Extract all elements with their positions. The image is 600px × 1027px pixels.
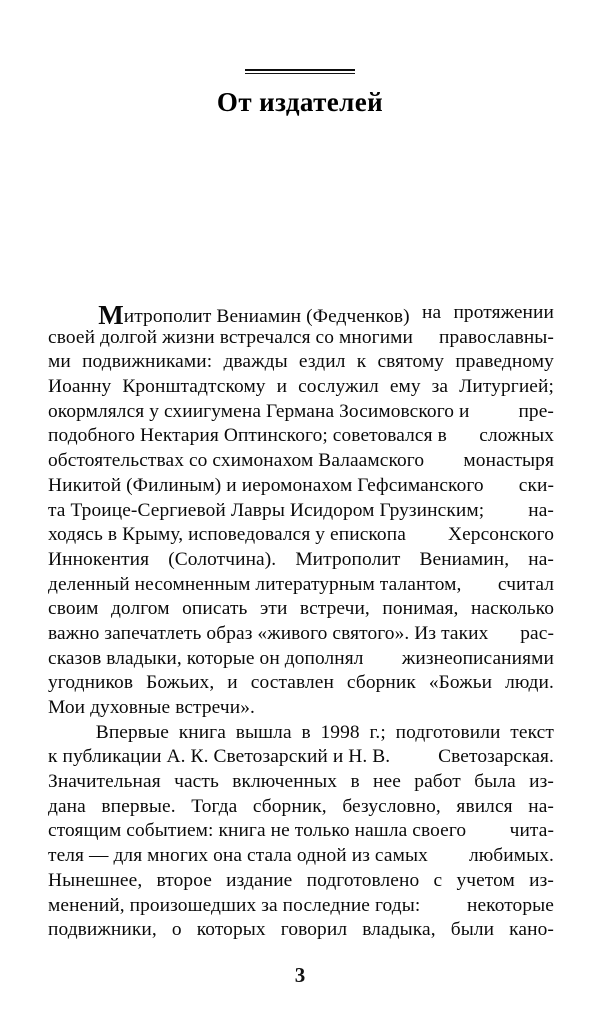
- line-segment: теля — для многих она стала одной из самых: [48, 845, 428, 867]
- line-segment: праведному: [455, 351, 554, 373]
- line-segment: в: [350, 771, 360, 793]
- line-segment: составлен: [250, 672, 334, 694]
- line-segment: ми: [48, 351, 71, 373]
- line-segment: нее: [373, 771, 401, 793]
- line-segment: встречи,: [299, 598, 370, 620]
- text-line: [48, 474, 554, 499]
- line-segment: описать: [182, 598, 248, 620]
- line-segment: владыка,: [362, 919, 436, 941]
- text-line: [48, 894, 554, 919]
- line-segment: насколько: [470, 598, 554, 620]
- line-segment: Херсонского: [448, 524, 554, 546]
- text-line: [48, 375, 554, 400]
- line-segment: подвижники,: [48, 919, 157, 941]
- line-segment: рас-: [520, 622, 554, 644]
- line-segment: протяжении: [453, 302, 554, 323]
- line-segment: своей долгой жизни встречался со многими: [48, 326, 414, 348]
- text-line: [48, 548, 554, 573]
- line-segment: угодников: [48, 672, 134, 694]
- line-segment: Светозарская.: [438, 746, 554, 768]
- line-segment: ему: [389, 376, 421, 398]
- text-line: [48, 671, 554, 696]
- line-segment: подготовлено: [306, 869, 420, 891]
- line-segment: из-: [529, 869, 554, 891]
- double-rule-ornament: [245, 62, 355, 74]
- line-segment: сборник: [346, 672, 416, 694]
- line-segment: чита-: [509, 820, 554, 842]
- line-segment: вышла: [235, 721, 292, 743]
- line-segment: «Божьи: [428, 672, 493, 694]
- text-line: [48, 424, 554, 449]
- line-segment: православны-: [439, 326, 554, 348]
- line-segment: долгом: [110, 598, 170, 620]
- text-line: Мои духовные встречи».: [48, 697, 255, 718]
- line-segment: дана: [48, 795, 86, 817]
- line-segment: та Троице-Сергиевой Лавры Исидором Грузинским;: [48, 499, 485, 521]
- text-line: [48, 350, 554, 375]
- line-segment: издание: [226, 869, 293, 891]
- line-segment: считал: [497, 573, 554, 595]
- line-segment: безусловно,: [342, 795, 441, 817]
- line-segment: Иоанну: [48, 376, 112, 398]
- line-segment: включенных: [232, 771, 338, 793]
- line-segment: Кронштадтскому: [122, 376, 266, 398]
- text-line: [48, 721, 554, 746]
- line-segment: эти: [259, 598, 288, 620]
- line-segment: книга: [178, 721, 226, 743]
- line-segment: в: [301, 721, 311, 743]
- line-segment: стоящим событием: книга не только нашла своего: [48, 820, 467, 842]
- line-segment: на-: [528, 548, 554, 570]
- line-segment: жизнеописаниями: [401, 647, 554, 669]
- text-line: [48, 647, 554, 672]
- body-text: [48, 301, 554, 943]
- line-segment: Значительная: [48, 771, 161, 793]
- line-segment: Митрополит: [295, 548, 401, 570]
- rule-lower: [245, 73, 355, 74]
- text-line: [48, 499, 554, 524]
- line-segment: и: [276, 376, 288, 398]
- line-segment: важно запечатлеть образ «живого святого». Из таких: [48, 622, 489, 644]
- text-line: [48, 449, 554, 474]
- line-segment: ходясь в Крыму, исповедовался у епископа: [48, 524, 406, 546]
- line-segment: о: [171, 919, 182, 941]
- line-segment: на-: [528, 795, 554, 817]
- line-segment: Нынешнее,: [48, 869, 143, 891]
- line-segment: дважды: [223, 351, 288, 373]
- text-line: [48, 795, 554, 820]
- line-segment: на-: [528, 499, 554, 521]
- line-segment: Литургией;: [459, 376, 554, 398]
- line-segment: подготовили: [395, 721, 501, 743]
- line-segment: Божьих,: [146, 672, 215, 694]
- line-segment: пре-: [518, 400, 554, 422]
- line-segment: из-: [529, 771, 554, 793]
- line-segment: Никитой (Филиным) и иеромонахом Гефсиманского: [48, 474, 484, 496]
- line-segment: работ: [414, 771, 461, 793]
- line-segment: обстоятельствах со схимонахом Валаамского: [48, 450, 425, 472]
- text-line: [48, 523, 554, 548]
- line-segment: монастыря: [463, 450, 554, 472]
- line-segment: деленный несомненным литературным талантом,: [48, 573, 462, 595]
- line-segment: понимая,: [382, 598, 459, 620]
- line-segment: за: [431, 376, 449, 398]
- line-segment: на: [421, 302, 442, 323]
- line-segment: часть: [174, 771, 219, 793]
- text-line: [48, 597, 554, 622]
- line-segment: окормлялся у схиигумена Германа Зосимовского и: [48, 400, 470, 422]
- line-segment: и: [227, 672, 238, 694]
- line-segment: которых: [196, 919, 266, 941]
- text-line: [48, 622, 554, 647]
- line-segment: Иннокентия: [48, 548, 150, 570]
- line-segment: учетом: [456, 869, 515, 891]
- text-line: [48, 770, 554, 795]
- line-segment: подобного Нектария Оптинского; советовался в: [48, 425, 447, 447]
- line-segment: Митрополит Вениамин (Федченков): [98, 299, 410, 330]
- line-segment: некоторые: [466, 894, 554, 916]
- line-segment: Впервые: [95, 721, 169, 743]
- drop-cap: М: [98, 299, 124, 330]
- line-segment: г.;: [369, 721, 386, 743]
- text-line: [48, 745, 554, 770]
- text-line: [48, 869, 554, 894]
- line-segment: святому: [377, 351, 445, 373]
- line-segment: сборник,: [252, 795, 327, 817]
- paragraph-indent: [48, 721, 86, 746]
- line-segment: текст: [510, 721, 554, 743]
- line-segment: люди.: [505, 672, 554, 694]
- line-segment: подвижниками:: [82, 351, 213, 373]
- line-segment: явился: [456, 795, 513, 817]
- text-line: [48, 918, 554, 943]
- line-segment: сказов владыки, которые он дополнял: [48, 647, 364, 669]
- text-line: [48, 844, 554, 869]
- line-segment: второе: [156, 869, 212, 891]
- text-line: [48, 819, 554, 844]
- line-segment: своим: [48, 598, 99, 620]
- line-segment: была: [474, 771, 516, 793]
- line-segment: кано-: [509, 919, 554, 941]
- line-segment: (Солотчина).: [168, 548, 277, 570]
- text-line: [48, 299, 554, 330]
- line-segment: ски-: [518, 474, 554, 496]
- line-segment: ездил: [298, 351, 346, 373]
- line-segment: с: [433, 869, 443, 891]
- line-segment: впервые.: [101, 795, 176, 817]
- line-segment: Вениамин,: [419, 548, 510, 570]
- line-segment: Тогда: [191, 795, 238, 817]
- paragraph-indent: [48, 301, 86, 326]
- text-line: [48, 400, 554, 425]
- line-segment: к публикации А. К. Светозарский и Н. В.: [48, 746, 391, 768]
- line-segment: 1998: [320, 721, 360, 743]
- line-segment: к: [356, 351, 367, 373]
- line-segment: говорил: [280, 919, 348, 941]
- text-line: [48, 573, 554, 598]
- page-header: [0, 62, 600, 118]
- line-segment: сослужил: [298, 376, 379, 398]
- page-title: От издателей: [216, 87, 384, 117]
- line-segment: менений, произошедших за последние годы:: [48, 894, 421, 916]
- line-segment: любимых.: [468, 845, 554, 867]
- line-segment: были: [450, 919, 495, 941]
- page-number: 3: [294, 963, 306, 987]
- line-segment: сложных: [479, 425, 554, 447]
